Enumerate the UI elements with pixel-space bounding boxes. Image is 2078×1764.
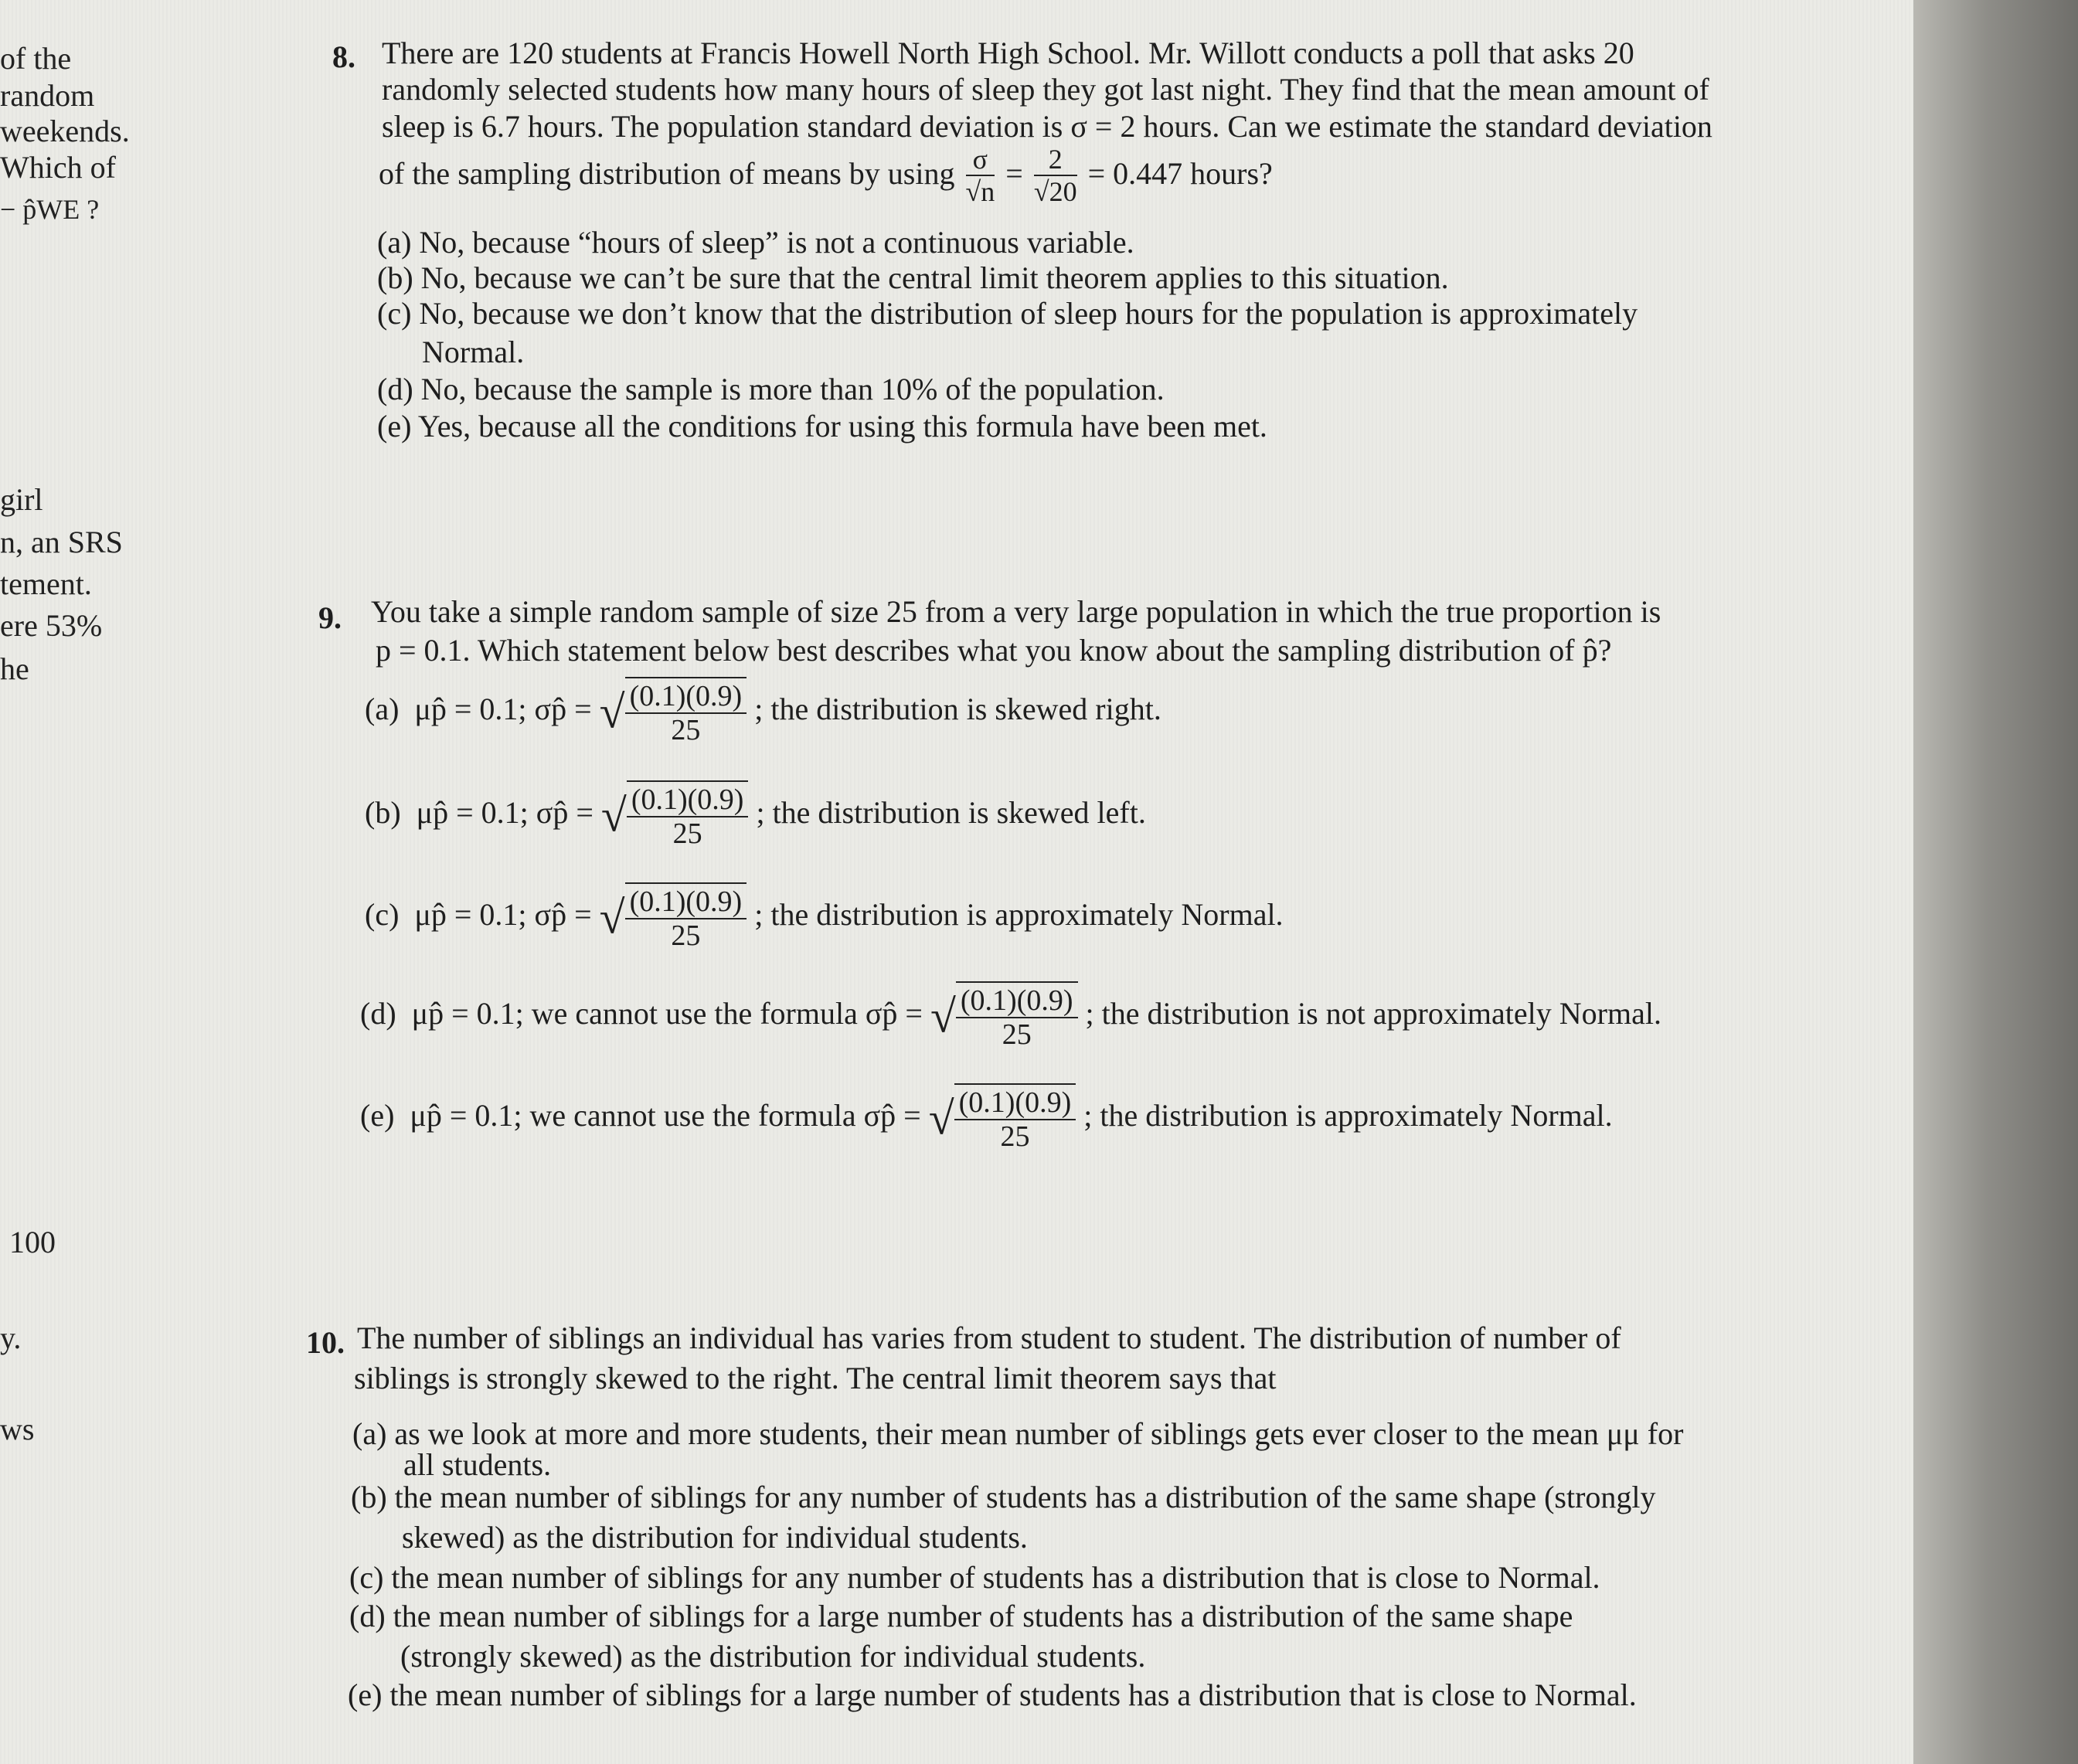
margin-line: n, an SRS	[0, 525, 123, 559]
sqrt-formula: √ $\frac{(0.1)(0.9)}{25}$	[600, 677, 747, 748]
fraction-numerator: (0.1)(0.9)	[627, 785, 749, 817]
option-label: (a)	[365, 691, 400, 726]
option-formula-prefix: μp̂ = 0.1; we cannot use the formula σp̂ =	[410, 1097, 921, 1133]
option-label: (d)	[360, 995, 396, 1031]
answer-option: (a) as we look at more and more students, their mean number of siblings gets ever closer to the mean μμ for	[352, 1416, 1684, 1451]
q9-option-e	[360, 1083, 1613, 1154]
fraction-numerator: (0.1)(0.9)	[954, 1088, 1076, 1120]
option-formula-prefix: μp̂ = 0.1; σp̂ =	[416, 794, 593, 830]
margin-line: girl	[0, 482, 43, 517]
option-label: (e)	[360, 1097, 395, 1133]
option-suffix: ; the distribution is skewed right.	[754, 691, 1161, 726]
option-label: (b)	[365, 794, 401, 830]
fraction-denominator: 25	[1002, 1018, 1032, 1051]
option-label: (c)	[365, 896, 400, 932]
sigma-over-root-n	[966, 145, 995, 208]
equals-sign: =	[1005, 155, 1023, 191]
q9-option-a	[365, 677, 1161, 748]
margin-line: tement.	[0, 566, 92, 601]
question-10-number: 10.	[306, 1325, 345, 1360]
monitor-bezel	[1913, 0, 2078, 1764]
fraction-numerator: 2	[1034, 145, 1077, 176]
fraction-denominator: 25	[1000, 1120, 1030, 1153]
answer-option-continued: (strongly skewed) as the distribution for individual students.	[400, 1639, 1146, 1674]
option-suffix: ; the distribution is approximately Normal.	[754, 896, 1284, 932]
answer-option: (e) the mean number of siblings for a large number of students has a distribution that is close to Normal.	[348, 1677, 1637, 1712]
option-suffix: ; the distribution is approximately Normal.	[1083, 1097, 1613, 1133]
answer-option-continued: Normal.	[422, 335, 525, 369]
answer-option: (c) No, because we don’t know that the distribution of sleep hours for the population is approximately	[377, 296, 1638, 331]
sqrt-formula: √ $\frac{(0.1)(0.9)}{25}$	[929, 1083, 1076, 1154]
question-8-text: sleep is 6.7 hours. The population standard deviation is σ = 2 hours. Can we estimate the standard deviation	[382, 109, 1712, 144]
option-formula-prefix: μp̂ = 0.1; we cannot use the formula σp̂ =	[411, 995, 923, 1031]
margin-line: y.	[0, 1320, 22, 1355]
margin-line: of the	[0, 41, 72, 76]
margin-line: random	[0, 78, 95, 113]
question-10-text: The number of siblings an individual has varies from student to student. The distribution of number of	[357, 1320, 1621, 1355]
answer-option: (e) Yes, because all the conditions for using this formula have been met.	[377, 409, 1267, 444]
answer-option: (b) the mean number of siblings for any number of students has a distribution of the same shape (strongly	[351, 1480, 1656, 1514]
option-suffix: ; the distribution is not approximately Normal.	[1085, 995, 1661, 1031]
fraction-denominator: 25	[671, 919, 701, 952]
q9-option-d	[360, 981, 1661, 1052]
formula-prefix: of the sampling distribution of means by using	[379, 155, 955, 191]
margin-line: ere 53%	[0, 608, 103, 643]
option-formula-prefix: μp̂ = 0.1; σp̂ =	[414, 896, 592, 932]
question-8-text: randomly selected students how many hours of sleep they got last night. They find that the mean amount of	[382, 72, 1709, 107]
margin-line: weekends.	[0, 114, 130, 148]
answer-option: (d) No, because the sample is more than 10% of the population.	[377, 372, 1165, 406]
margin-line: Which of	[0, 150, 116, 185]
fraction-numerator: σ	[966, 145, 995, 176]
answer-option: (a) No, because “hours of sleep” is not a continuous variable.	[377, 225, 1134, 260]
margin-line: he	[0, 651, 29, 686]
answer-option: (c) the mean number of siblings for any number of students has a distribution that is close to Normal.	[349, 1560, 1600, 1595]
fraction-numerator: (0.1)(0.9)	[625, 887, 747, 919]
question-8-text: There are 120 students at Francis Howell North High School. Mr. Willott conducts a poll that asks 20	[382, 36, 1634, 70]
question-9-text: You take a simple random sample of size 25 from a very large population in which the true proportion is	[371, 594, 1661, 629]
sqrt-formula: √ $\frac{(0.1)(0.9)}{25}$	[600, 882, 747, 953]
fraction-denominator: 25	[671, 713, 701, 746]
two-over-root-20	[1034, 145, 1077, 208]
margin-line: 100	[9, 1225, 56, 1259]
question-10-text: siblings is strongly skewed to the right. The central limit theorem says that	[354, 1361, 1277, 1395]
fraction-denominator: 25	[672, 817, 702, 850]
question-8-number: 8.	[332, 39, 355, 74]
q9-option-b	[365, 780, 1146, 851]
answer-option: (b) No, because we can’t be sure that the central limit theorem applies to this situation.	[377, 260, 1449, 295]
question-9-number: 9.	[318, 600, 342, 635]
option-formula-prefix: μp̂ = 0.1; σp̂ =	[414, 691, 592, 726]
fraction-numerator: (0.1)(0.9)	[956, 986, 1078, 1018]
margin-line: ws	[0, 1412, 35, 1446]
fraction-denominator: √20	[1033, 175, 1077, 207]
fraction-numerator: (0.1)(0.9)	[625, 681, 747, 714]
option-suffix: ; the distribution is skewed left.	[756, 794, 1146, 830]
answer-option-continued: all students.	[403, 1447, 552, 1482]
sqrt-formula: √ $\frac{(0.1)(0.9)}{25}$	[601, 780, 749, 851]
question-9-text: p = 0.1. Which statement below best describes what you know about the sampling distribution of p̂?	[376, 633, 1612, 668]
margin-line: − p̂WE ?	[0, 194, 100, 225]
q9-option-c	[365, 882, 1284, 953]
answer-option-continued: skewed) as the distribution for individual students.	[402, 1520, 1028, 1555]
formula-result: = 0.447 hours?	[1087, 155, 1273, 191]
question-8-formula-line	[379, 145, 1273, 208]
answer-option: (d) the mean number of siblings for a large number of students has a distribution of the same shape	[349, 1599, 1573, 1633]
fraction-denominator: √n	[965, 175, 995, 207]
sqrt-formula: √ $\frac{(0.1)(0.9)}{25}$	[930, 981, 1078, 1052]
